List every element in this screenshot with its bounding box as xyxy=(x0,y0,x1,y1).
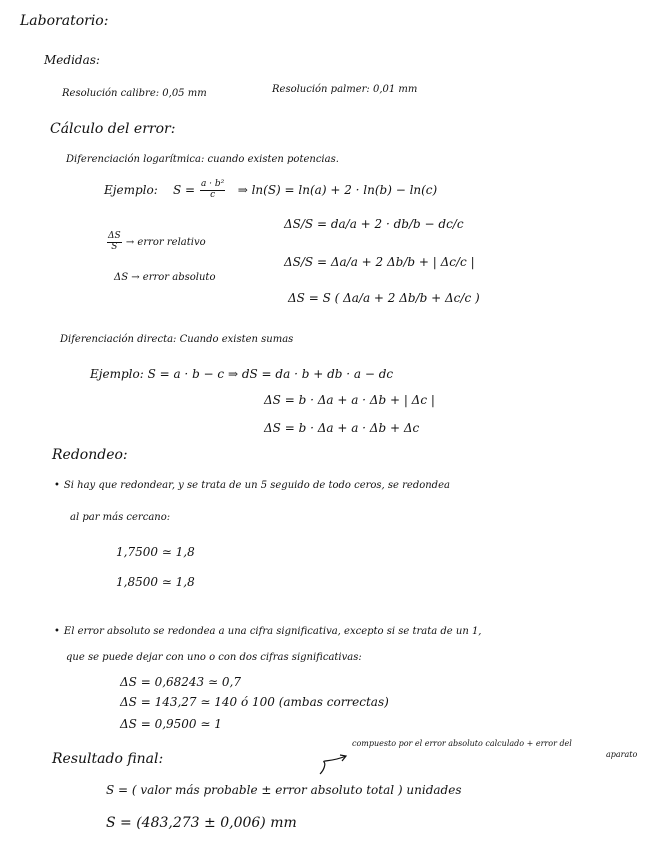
rounding-example-4: ΔS = 143,27 ≃ 140 ó 100 (ambas correctas) xyxy=(120,695,389,709)
rounding-example-3: ΔS = 0,68243 ≃ 0,7 xyxy=(120,675,241,689)
bullet: • xyxy=(54,480,60,491)
measurements-heading: Medidas: xyxy=(44,53,100,67)
example-denominator: c xyxy=(210,189,216,200)
example-label: Ejemplo: xyxy=(104,182,158,197)
absolute-error-note: ΔS → error absoluto xyxy=(114,272,216,283)
rounding-example-2: 1,8500 ≃ 1,8 xyxy=(116,575,195,589)
direct-diff-step1: ΔS = b · Δa + a · Δb + | Δc | xyxy=(264,393,435,407)
rounding-rule2-line2: que se puede dejar con uno o con dos cifras significativas: xyxy=(66,652,362,663)
relative-error-note xyxy=(106,232,206,253)
rounding-heading: Redondeo: xyxy=(52,447,128,463)
example-fraction xyxy=(200,180,225,201)
log-diff-step2: ΔS/S = Δa/a + 2 Δb/b + | Δc/c | xyxy=(284,255,475,269)
example-implies: ⇒ ln(S) = ln(a) + 2 · ln(b) − ln(c) xyxy=(237,182,438,197)
final-example: S = (483,273 ± 0,006) mm xyxy=(106,815,297,831)
final-heading: Resultado final: xyxy=(52,751,164,767)
log-diff-step3: ΔS = S ( Δa/a + 2 Δb/b + Δc/c ) xyxy=(288,291,480,305)
log-diff-example xyxy=(104,180,437,201)
page-title: Laboratorio: xyxy=(20,13,109,29)
final-annotation-line1: compuesto por el error absoluto calculado + error del xyxy=(352,739,572,748)
direct-diff-heading: Diferenciación directa: Cuando existen sumas xyxy=(60,334,294,345)
annotation-arrow-icon xyxy=(318,752,348,776)
rule2-text: El error absoluto se redondea a una cifra significativa, excepto si se trata de un 1, xyxy=(63,626,482,637)
rounding-rule1-line1 xyxy=(54,480,450,491)
log-diff-step1: ΔS/S = da/a + 2 · db/b − dc/c xyxy=(284,217,464,231)
example-numerator: a · b² xyxy=(200,179,225,189)
rounding-example-5: ΔS = 0,9500 ≃ 1 xyxy=(120,717,222,731)
direct-diff-step2: ΔS = b · Δa + a · Δb + Δc xyxy=(264,421,420,435)
final-formula: S = ( valor más probable ± error absoluto total ) unidades xyxy=(106,783,462,797)
relative-fraction xyxy=(107,232,122,253)
relative-text: → error relativo xyxy=(125,236,206,248)
final-annotation-line2: aparato xyxy=(606,750,638,759)
log-diff-heading: Diferenciación logarítmica: cuando existen potencias. xyxy=(66,154,339,165)
direct-diff-example: Ejemplo: S = a · b − c ⇒ dS = da · b + db · a − dc xyxy=(90,367,394,381)
caliper-resolution: Resolución calibre: 0,05 mm xyxy=(62,88,207,99)
rounding-rule2-line1 xyxy=(54,626,481,637)
relative-denominator: S xyxy=(111,241,118,252)
rounding-rule1-line2: al par más cercano: xyxy=(70,512,171,523)
micrometer-resolution: Resolución palmer: 0,01 mm xyxy=(272,84,418,95)
relative-numerator: ΔS xyxy=(108,231,121,241)
example-lhs: S = xyxy=(173,182,196,197)
error-calc-heading: Cálculo del error: xyxy=(50,121,176,137)
bullet: • xyxy=(54,626,60,637)
rounding-example-1: 1,7500 ≃ 1,8 xyxy=(116,545,195,559)
rule1-text: Si hay que redondear, y se trata de un 5 seguido de todo ceros, se redondea xyxy=(63,480,450,491)
